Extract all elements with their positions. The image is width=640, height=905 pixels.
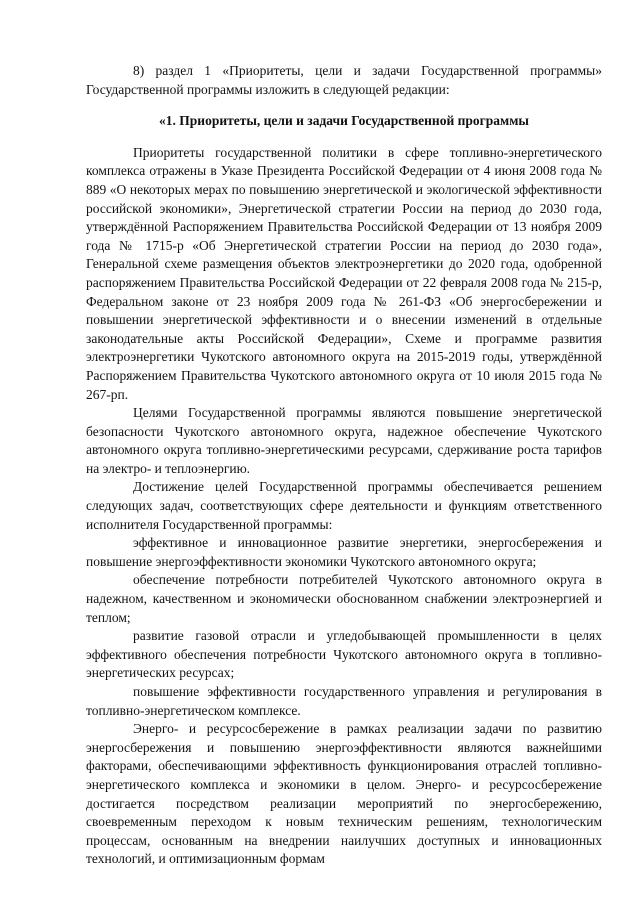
document-page [86,62,602,869]
intro-paragraph: 8) раздел 1 «Приоритеты, цели и задачи Государственной программы» Государственной программы изложить в следующей редакции: [86,63,602,97]
task-item-governance: повышение эффективности государственного управления и регулирования в топливно-энергетическом комплексе. [86,684,602,718]
task-item-gas-coal: развитие газовой отрасли и угледобывающей промышленности в целях эффективного обеспечения потребности Чукотского автономного округа в топливно-энергетических ресурсах; [86,628,602,681]
paragraph-goals: Целями Государственной программы являются повышение энергетической безопасности Чукотского автономного округа, надежное обеспечение Чукотского автономного округа топливно-энергетическими ресурсами, сдерживание роста тарифов на электро- и теплоэнергию. [86,405,602,476]
task-item-energy-efficiency: эффективное и инновационное развитие энергетики, энергосбережения и повышение энергоэффективности экономики Чукотского автономного округа; [86,535,602,569]
task-item-supply: обеспечение потребности потребителей Чукотского автономного округа в надежном, качественном и экономически обоснованном снабжении электроэнергией и теплом; [86,572,602,625]
paragraph-resource-saving: Энерго- и ресурсосбережение в рамках реализации задачи по развитию энергосбережения и повышению энергоэффективности являются важнейшими факторами, обеспечивающими эффективность функционирования отраслей топливно-энергетического комплекса и экономики в целом. Энерго- и ресурсосбережение достигается посредством реализации мероприятий по энергосбережению, своевременным переходом к новым техническим решениям, технологическим процессам, основанным на внедрении наилучших доступных и инновационных технологий, и оптимизационным формам [86,721,602,867]
paragraph-priorities: Приоритеты государственной политики в сфере топливно-энергетического комплекса отражены в Указе Президента Российской Федерации от 4 июня 2008 года № 889 «О некоторых мерах по повышению энергетической и экологической эффективности российской экономики», Энергетической стратегии России на период до 2030 года, утверждённой Распоряжением Правительства Российской Федерации от 13 ноября 2009 года № 1715-р «Об Энергетической стратегии России на период до 2030 года», Генеральной схеме размещения объектов электроэнергетики до 2020 года, одобренной распоряжением Правительства Российской Федерации от 22 февраля 2008 года № 215-р, Федеральном законе от 23 ноября 2009 года № 261-ФЗ «Об энергосбережении и повышении энергетической эффективности и о внесении изменений в отдельные законодательные акты Российской Федерации», Схеме и программе развития электроэнергетики Чукотского автономного округа на 2015-2019 годы, утверждённой Распоряжением Правительства Чукотского автономного округа от 10 июля 2015 года № 267-рп. [86,144,602,402]
section-heading: «1. Приоритеты, цели и задачи Государственной программы [159,113,529,129]
paragraph-tasks-intro: Достижение целей Государственной программы обеспечивается решением следующих задач, соответствующих сфере деятельности и функциям ответственного исполнителя Государственной программы: [86,479,602,532]
